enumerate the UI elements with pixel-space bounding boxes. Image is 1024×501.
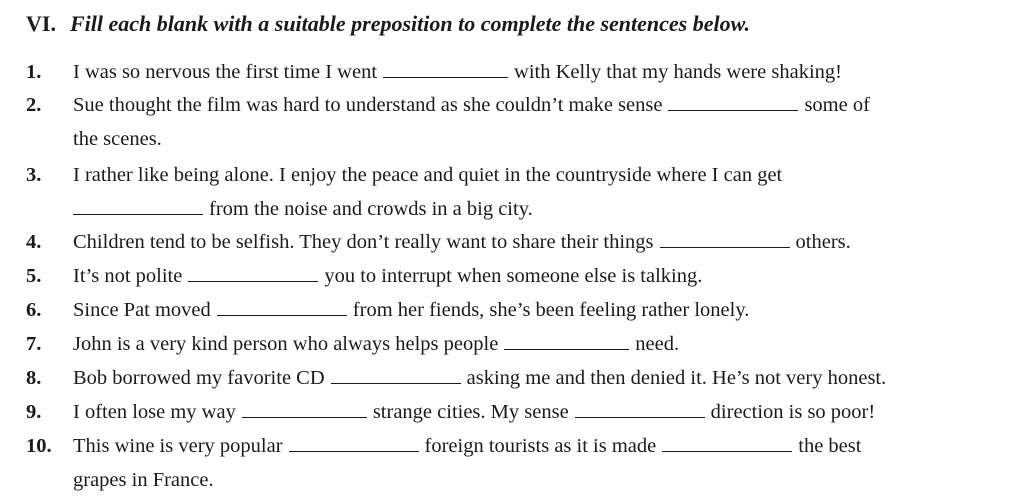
sentence-part: It’s not polite [73, 265, 183, 287]
answer-blank[interactable] [660, 227, 790, 248]
sentence-part: Sue thought the film was hard to understand as she couldn’t make sense [73, 94, 663, 116]
question-number: 7. [26, 333, 42, 355]
question-number: 10. [26, 435, 52, 457]
sentence-part: Since Pat moved [73, 299, 211, 321]
question-number: 1. [26, 61, 42, 83]
sentence-part: John is a very kind person who always helps people [73, 333, 499, 355]
answer-blank[interactable] [668, 90, 798, 111]
sentence-part: foreign tourists as it is made [424, 435, 657, 457]
answer-blank[interactable] [575, 397, 705, 418]
sentence-part: asking me and then denied it. He’s not very honest. [466, 367, 887, 389]
question-number: 8. [26, 367, 42, 389]
section-heading [26, 10, 750, 38]
sentence-part: This wine is very popular [73, 435, 283, 457]
sentence-part: I often lose my way [73, 401, 236, 423]
sentence-part: need. [635, 333, 680, 355]
answer-blank[interactable] [383, 57, 508, 78]
question-text [73, 395, 875, 429]
sentence-part: strange cities. My sense [372, 401, 569, 423]
question-text [73, 259, 702, 293]
question-number: 6. [26, 299, 42, 321]
question-text: grapes in France. [73, 469, 214, 491]
question-text: I rather like being alone. I enjoy the peace and quiet in the countryside where I can get [73, 164, 783, 186]
question-number: 5. [26, 265, 42, 287]
sentence-part: you to interrupt when someone else is talking. [324, 265, 703, 287]
question-text [73, 88, 870, 122]
sentence-part: the best [798, 435, 862, 457]
answer-blank[interactable] [289, 431, 419, 452]
answer-blank[interactable] [504, 329, 629, 350]
sentence-part: with Kelly that my hands were shaking! [514, 61, 842, 83]
question-text [73, 327, 679, 361]
question-number: 9. [26, 401, 42, 423]
question-text [73, 293, 749, 327]
question-text [73, 55, 842, 89]
answer-blank[interactable] [662, 431, 792, 452]
sentence-part: I was so nervous the first time I went [73, 61, 378, 83]
question-text [73, 225, 851, 259]
section-instruction: Fill each blank with a suitable preposition to complete the sentences below. [70, 11, 750, 36]
question-number: 3. [26, 164, 42, 186]
section-number: VI. [26, 11, 56, 36]
sentence-part: from her fiends, she’s been feeling rather lonely. [352, 299, 750, 321]
question-text [73, 361, 886, 395]
sentence-part: others. [795, 231, 851, 253]
question-text [73, 192, 533, 226]
question-text: the scenes. [73, 128, 162, 150]
sentence-part: some of [804, 94, 870, 116]
question-number: 2. [26, 94, 42, 116]
question-number: 4. [26, 231, 42, 253]
sentence-part: Bob borrowed my favorite CD [73, 367, 325, 389]
answer-blank[interactable] [188, 261, 318, 282]
question-text [73, 429, 861, 463]
answer-blank[interactable] [242, 397, 367, 418]
sentence-part: direction is so poor! [710, 401, 876, 423]
sentence-part: from the noise and crowds in a big city. [209, 198, 533, 220]
answer-blank[interactable] [331, 363, 461, 384]
answer-blank[interactable] [73, 194, 203, 215]
answer-blank[interactable] [217, 295, 347, 316]
sentence-part: Children tend to be selfish. They don’t really want to share their things [73, 231, 654, 253]
